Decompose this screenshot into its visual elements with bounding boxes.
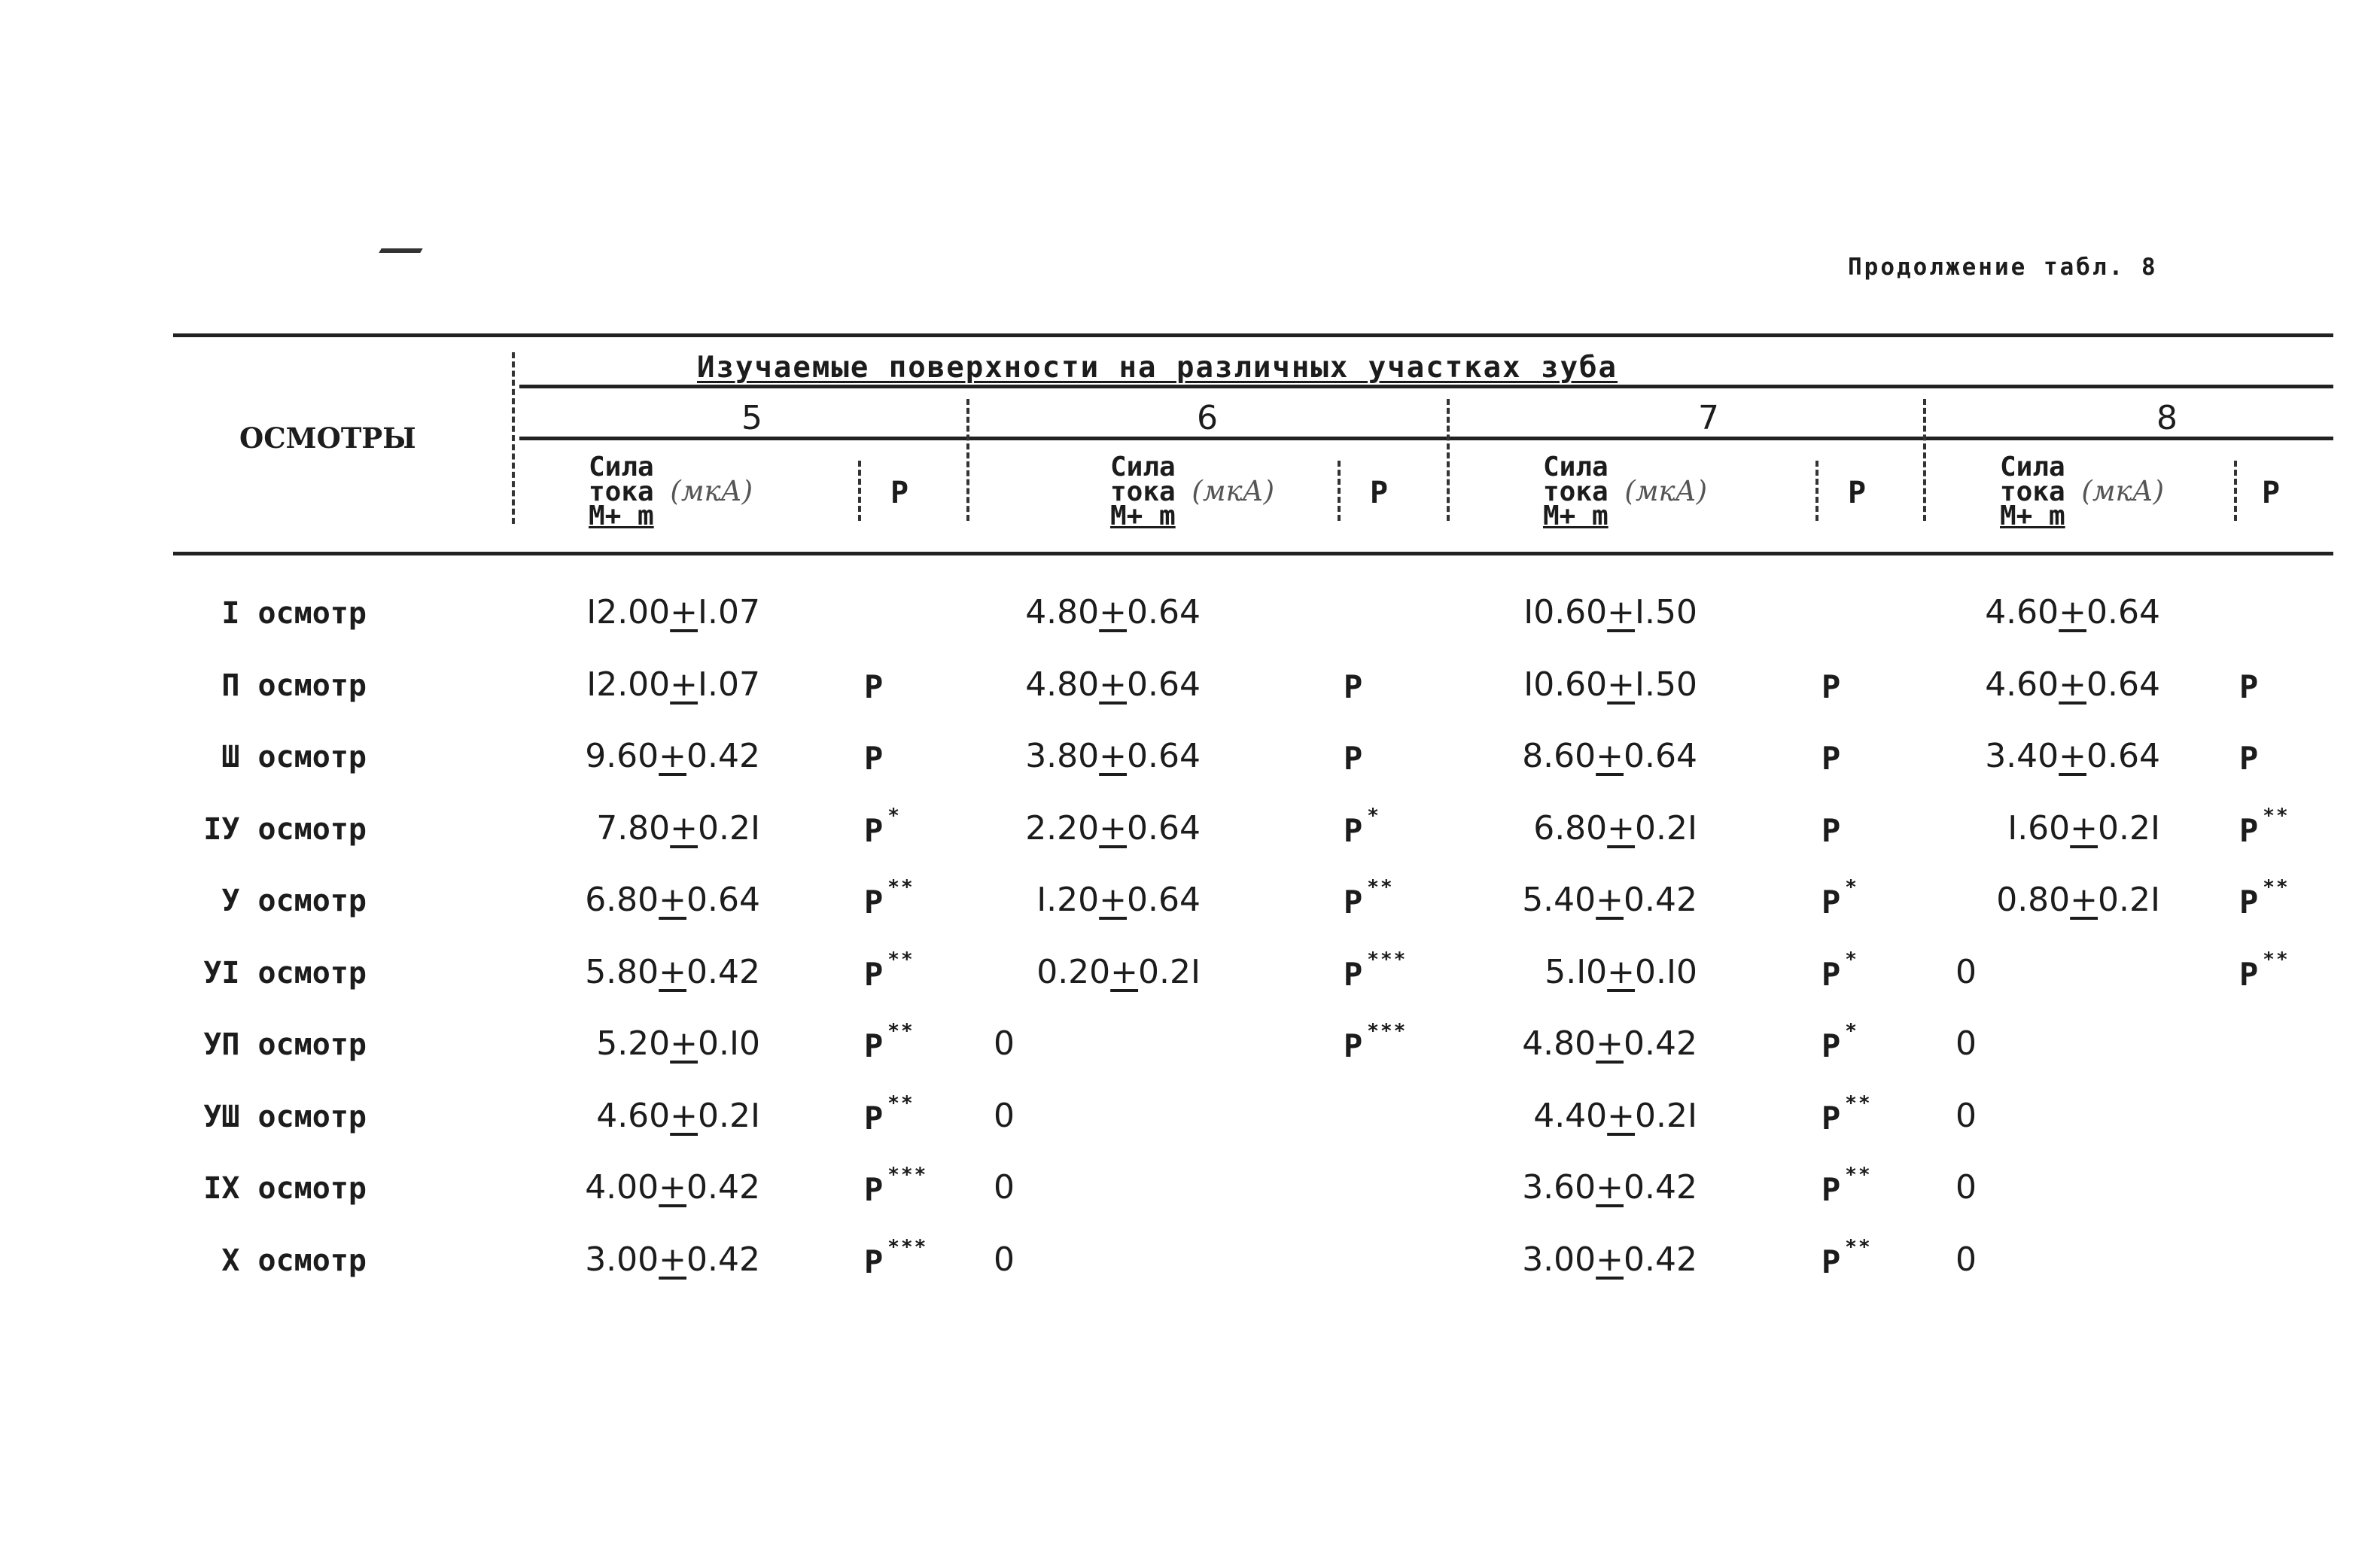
significance-value: Р [2239, 668, 2259, 705]
current-value: 3.00+0.42 [1522, 1240, 1697, 1279]
row-label: П осмотр [221, 668, 367, 703]
current-value: 0 [994, 1024, 1015, 1063]
current-value: 4.40+0.2I [1533, 1096, 1697, 1135]
table-caption: Продолжение табл. 8 [1848, 254, 2158, 281]
p-header-6: Р [1370, 476, 1389, 510]
significance-value: Р * [1822, 876, 1858, 921]
significance-value: Р [2239, 740, 2259, 777]
current-header-6: Сила тока (мкА) М+ m [1110, 452, 1275, 531]
row-label: УI осмотр [203, 955, 367, 991]
significance-value: Р [1344, 668, 1363, 705]
current-value: 4.80+0.64 [1025, 665, 1201, 704]
current-value: 8.60+0.64 [1522, 737, 1697, 775]
current-value: 3.60+0.42 [1522, 1168, 1697, 1207]
significance-value: Р ** [864, 948, 915, 993]
current-value: 5.20+0.I0 [596, 1024, 760, 1063]
separator-5-6 [966, 399, 969, 521]
current-value: I2.00+I.07 [586, 665, 760, 704]
current-header-7: Сила тока (мкА) М+ m [1543, 452, 1708, 531]
current-value: 7.80+0.2I [596, 808, 760, 848]
significance-value: Р ** [1822, 1235, 1872, 1280]
current-value: 4.60+0.64 [1985, 593, 2160, 632]
separator-7-8 [1923, 399, 1926, 521]
significance-value: Р ** [2239, 948, 2290, 993]
current-value: 0 [994, 1096, 1015, 1135]
current-value: 4.80+0.64 [1025, 593, 1201, 632]
current-value: 0.80+0.2I [1996, 881, 2160, 919]
row-label: УШ осмотр [203, 1099, 367, 1134]
separator-osm [512, 352, 515, 524]
current-value: 4.60+0.64 [1985, 665, 2160, 704]
current-value: 3.40+0.64 [1985, 737, 2160, 775]
scan-mark [379, 248, 422, 253]
current-value: 0 [1955, 1096, 1977, 1135]
significance-value: Р [1822, 740, 1841, 777]
current-header-5: Сила тока (мкА) М+ m [589, 452, 753, 531]
current-value: 4.60+0.2I [596, 1096, 760, 1135]
current-value: 0.20+0.2I [1036, 952, 1201, 991]
row-label: Х осмотр [221, 1243, 367, 1278]
current-value: 4.80+0.42 [1522, 1024, 1697, 1063]
current-value: 2.20+0.64 [1025, 808, 1201, 848]
significance-value: Р [1344, 740, 1363, 777]
row-label: I осмотр [221, 596, 367, 631]
significance-value: Р * [1822, 1020, 1858, 1064]
section-number-6: 6 [1197, 399, 1218, 437]
row-header: ОСМОТРЫ [239, 422, 416, 455]
row-label: УП осмотр [203, 1027, 367, 1062]
current-value: 5.I0+0.I0 [1545, 952, 1697, 991]
significance-value: Р ** [864, 1091, 915, 1137]
separator-8-p [2234, 461, 2237, 521]
current-value: 5.80+0.42 [585, 952, 760, 991]
current-value: 0 [994, 1240, 1015, 1279]
current-value: 6.80+0.64 [585, 881, 760, 919]
current-value: 3.00+0.42 [585, 1240, 760, 1279]
current-value: 0 [1955, 1168, 1977, 1207]
significance-value: Р * [1822, 948, 1858, 993]
section-number-7: 7 [1698, 399, 1719, 437]
current-value: 4.00+0.42 [585, 1168, 760, 1207]
significance-value: Р [864, 740, 884, 777]
significance-value: Р *** [1344, 1020, 1408, 1064]
current-value: I2.00+I.07 [586, 593, 760, 632]
current-value: I.60+0.2I [2007, 808, 2160, 848]
current-value: 6.80+0.2I [1533, 808, 1697, 848]
significance-value: Р [1822, 668, 1841, 705]
p-header-8: Р [2262, 476, 2281, 510]
significance-value: Р [864, 668, 884, 705]
current-value: 0 [1955, 1024, 1977, 1063]
significance-value: Р * [864, 804, 901, 849]
top-rule [173, 333, 2333, 337]
current-value: 3.80+0.64 [1025, 737, 1201, 775]
group-rule [519, 385, 2333, 388]
row-label: IУ осмотр [203, 811, 367, 847]
section-number-8: 8 [2156, 399, 2178, 437]
row-label: IX осмотр [203, 1171, 367, 1206]
separator-5-p [858, 461, 861, 521]
significance-value: Р ** [1822, 1091, 1872, 1137]
significance-value: Р ** [864, 1020, 915, 1064]
significance-value: Р ** [1822, 1164, 1872, 1208]
current-header-8: Сила тока (мкА) М+ m [2000, 452, 2165, 531]
current-value: I0.60+I.50 [1523, 665, 1697, 704]
current-value: 9.60+0.42 [585, 737, 760, 775]
significance-value: Р *** [864, 1235, 928, 1280]
section-rule [519, 437, 2333, 440]
significance-value: Р ** [2239, 876, 2290, 921]
current-value: I0.60+I.50 [1523, 593, 1697, 632]
separator-6-7 [1447, 399, 1450, 521]
p-header-7: Р [1848, 476, 1867, 510]
current-value: 5.40+0.42 [1522, 881, 1697, 919]
significance-value: Р *** [864, 1164, 928, 1208]
significance-value: Р * [1344, 804, 1380, 849]
separator-6-p [1338, 461, 1341, 521]
significance-value: Р *** [1344, 948, 1408, 993]
current-value: 0 [1955, 952, 1977, 991]
p-header-5: Р [890, 476, 909, 510]
separator-7-p [1815, 461, 1818, 521]
section-number-5: 5 [741, 399, 762, 437]
row-label: У осмотр [221, 884, 367, 918]
current-value: I.20+0.64 [1036, 881, 1201, 919]
significance-value: Р ** [2239, 804, 2290, 849]
group-title: Изучаемые поверхности на различных участках зуба [697, 351, 1618, 385]
significance-value: Р ** [1344, 876, 1394, 921]
header-bottom-rule [173, 552, 2333, 555]
significance-value: Р [1822, 811, 1841, 849]
current-value: 0 [1955, 1240, 1977, 1279]
current-value: 0 [994, 1168, 1015, 1207]
significance-value: Р ** [864, 876, 915, 921]
row-label: Ш осмотр [221, 740, 367, 775]
